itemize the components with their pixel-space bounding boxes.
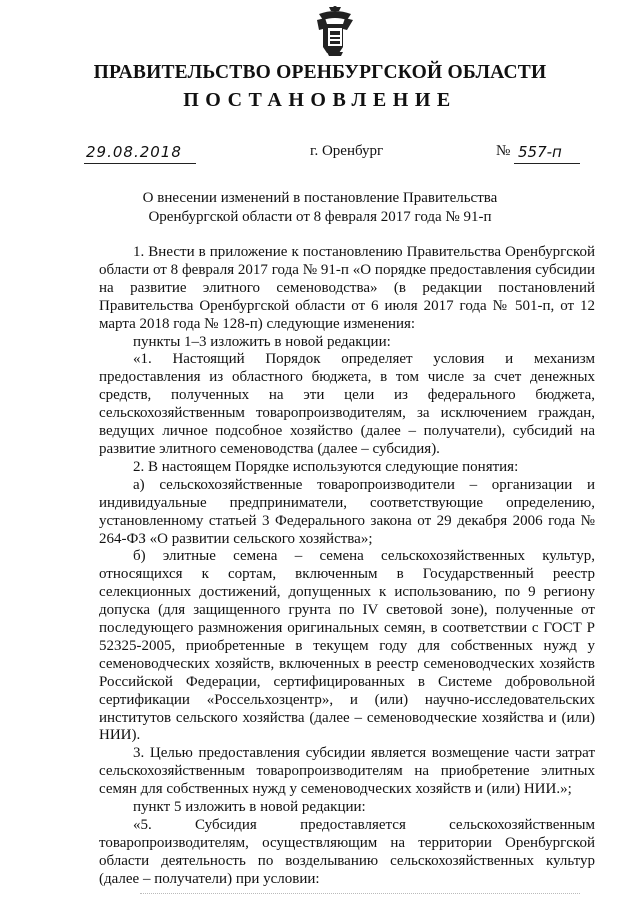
paragraph: «1. Настоящий Порядок определяет условия и механизм предоставления из областного бюджета, в том числе за счет денежных средств, полученных на эти цели из федерального бюджета, сельскохозяйственным товаропроизводителям, за исключением граждан, ведущих личное подсобное хозяйство (далее – получатели), субсидий на развитие элитного семеноводства (далее – субсидия). — [99, 351, 595, 457]
subject-line-1: О внесении изменений в постановление Правительства — [142, 190, 498, 206]
number-label: № — [496, 143, 511, 159]
paragraph: 3. Целью предоставления субсидии является возмещение части затрат сельскохозяйственным товаропроизводителям на приобретение элитных семян для собственных нужд у семеноводческих хозяйств и (или) НИИ.»; — [99, 745, 595, 798]
paragraph: б) элитные семена – семена сельскохозяйственных культур, относящихся к сортам, включенным в Государственный реестр селекционных достижений, допущенных к использованию, по 9 региону допуска (для защищенного грунта по IV световой зоне), полученные от последующего размножения оригинальных семян, в соответствии с ГОСТ Р 52325-2005, приобретенные в текущем году для собственных нужд у семеноводческих хозяйств, включенных в реестр семеноводческих хозяйств Российской Федерации, сертифицированных в Системе добровольной сертификации «Россельхозцентр», и (или) научно-исследовательских институтов сельского хозяйства (далее – семеноводческие хозяйства и (или) НИИ). — [99, 548, 595, 744]
paragraph: 2. В настоящем Порядке используются следующие понятия: — [133, 458, 519, 475]
paragraph: пункты 1–3 изложить в новой редакции: — [133, 333, 391, 350]
paragraph: 1. Внести в приложение к постановлению Правительства Оренбургской области от 8 февраля 2017 года № 91-п «О порядке предоставления субсидии на развитие элитного семеноводства» (в редакции постановлений Правительства Оренбургской области от 6 июля 2017 года № 501-п, от 12 марта 2018 года № 128-п) следующие изменения: — [99, 244, 595, 332]
number-underline — [514, 163, 580, 164]
paragraph: а) сельскохозяйственные товаропроизводители – организации и индивидуальные предприниматели, соответствующие определению, установленному статьей 3 Федерального закона от 29 декабря 2006 года № 264-ФЗ «О развитии сельского хозяйства»; — [99, 476, 595, 547]
subject-line-2: Оренбургской области от 8 февраля 2017 года № 91-п — [148, 209, 492, 225]
page-footer-line — [140, 893, 580, 900]
document-number: 557-п — [518, 143, 562, 161]
paragraph: «5. Субсидия предоставляется сельскохозяйственным товаропроизводителям, осуществляющим на территории Оренбургской области деятельность по возделыванию сельскохозяйственных культур (далее – получатели) при условии: — [99, 817, 595, 887]
date-underline — [84, 163, 196, 164]
organization-name: ПРАВИТЕЛЬСТВО ОРЕНБУРГСКОЙ ОБЛАСТИ — [93, 62, 547, 83]
document-city: г. Оренбург — [310, 143, 384, 159]
document-type: ПОСТАНОВЛЕНИЕ — [183, 89, 457, 111]
document-date: 29.08.2018 — [86, 143, 182, 161]
paragraph: пункт 5 изложить в новой редакции: — [133, 799, 366, 816]
coat-of-arms-icon — [313, 4, 357, 58]
document-subject — [0, 189, 640, 227]
document-body — [99, 244, 595, 889]
